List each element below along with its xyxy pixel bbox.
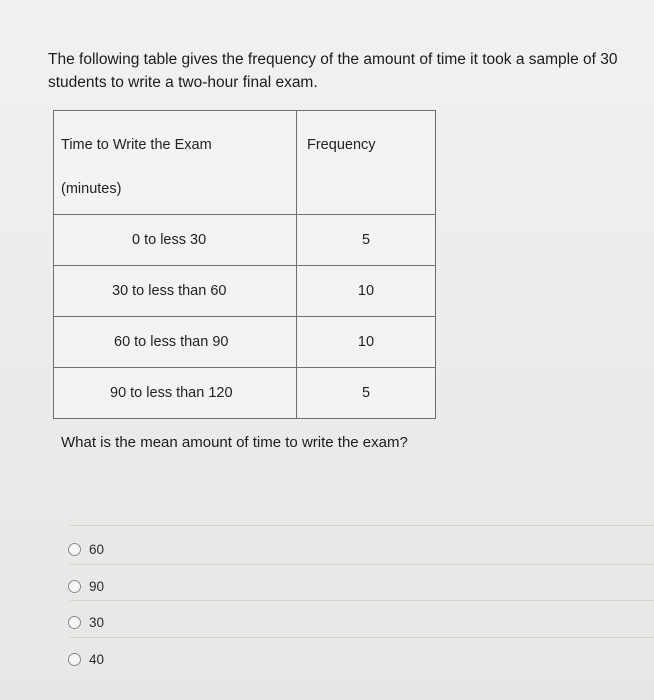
interval-label: 60 to less than 90: [114, 334, 229, 350]
radio-button[interactable]: [68, 543, 81, 556]
prompt-line-2: students to write a two-hour final exam.: [48, 74, 318, 91]
option-label: 90: [89, 579, 105, 594]
radio-button[interactable]: [68, 653, 81, 666]
divider: [70, 637, 654, 638]
divider: [70, 564, 654, 565]
option-label: 30: [89, 615, 105, 630]
table-row: [54, 266, 436, 317]
answer-option-90[interactable]: [68, 579, 104, 594]
frequency-cell: 5: [297, 368, 436, 419]
interval-label: 0 to less 30: [132, 232, 207, 248]
option-label: 60: [89, 542, 105, 557]
header-frequency-cell: [297, 111, 436, 215]
interval-label: 90 to less than 120: [110, 385, 233, 401]
question-prompt: [48, 48, 648, 94]
option-label: 40: [89, 652, 105, 667]
header-time-cell: [54, 111, 297, 215]
table-row: [54, 317, 436, 368]
interval-cell: [54, 215, 297, 266]
radio-button[interactable]: [68, 580, 81, 593]
divider: [70, 525, 654, 526]
table-header-row: [54, 111, 436, 215]
question-text: What is the mean amount of time to write the exam?: [61, 434, 408, 451]
frequency-cell: 5: [297, 215, 436, 266]
radio-button[interactable]: [68, 616, 81, 629]
table-row: [54, 215, 436, 266]
interval-cell: [54, 317, 297, 368]
frequency-table: [53, 110, 436, 419]
answer-option-30[interactable]: [68, 615, 104, 630]
interval-cell: [54, 368, 297, 419]
answer-option-40[interactable]: [68, 652, 104, 667]
answer-option-60[interactable]: [68, 542, 104, 557]
interval-label: 30 to less than 60: [112, 283, 227, 299]
interval-cell: [54, 266, 297, 317]
header-time-unit: (minutes): [61, 181, 122, 197]
header-time-label: Time to Write the Exam: [61, 137, 212, 153]
divider: [70, 600, 654, 601]
table-row: [54, 368, 436, 419]
frequency-cell: 10: [297, 266, 436, 317]
frequency-cell: 10: [297, 317, 436, 368]
prompt-line-1: The following table gives the frequency of the amount of time it took a sample of 30: [48, 51, 618, 68]
header-frequency-label: Frequency: [307, 137, 376, 153]
